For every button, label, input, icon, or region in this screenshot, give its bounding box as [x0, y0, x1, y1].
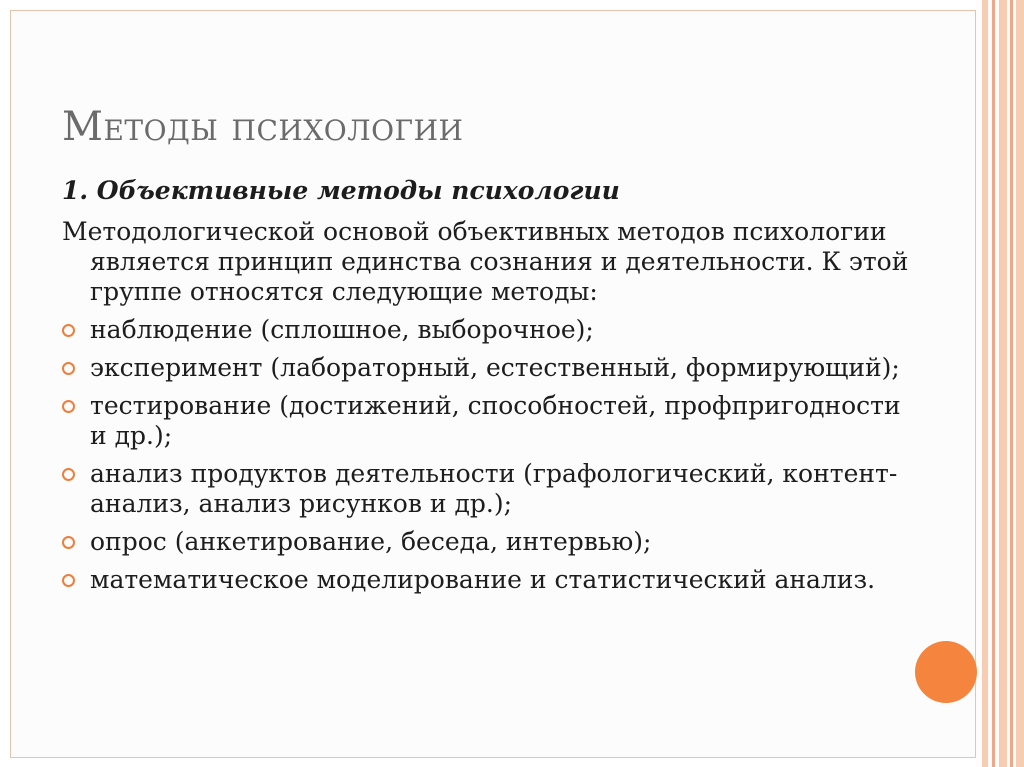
ring-bullet-icon: [62, 324, 75, 337]
list-item-text: математическое моделирование и статистический анализ.: [90, 565, 876, 594]
list-item: [62, 315, 912, 345]
list-item-text: анализ продуктов деятельности (графологический, контент-анализ, анализ рисунков и др.);: [90, 459, 898, 518]
ring-bullet-icon: [62, 400, 75, 413]
list-item-text: тестирование (достижений, способностей, профпригодности и др.);: [90, 391, 901, 450]
list-item: [62, 391, 912, 451]
ring-bullet-icon: [62, 362, 75, 375]
list-item-text: эксперимент (лабораторный, естественный, формирующий);: [90, 353, 900, 382]
section-heading: 1. Объективные методы психологии: [62, 176, 620, 205]
slide-content: [62, 176, 912, 603]
intro-paragraph: Методологической основой объективных методов психологии является принцип единства сознания и деятельности. К этой группе относятся следующие методы:: [62, 217, 909, 306]
list-item-text: опрос (анкетирование, беседа, интервью);: [90, 527, 652, 556]
list-item: [62, 459, 912, 519]
orange-circle-decoration: [915, 641, 977, 703]
decorative-stripes: [976, 0, 1024, 767]
list-item: [62, 527, 912, 557]
list-item-text: наблюдение (сплошное, выборочное);: [90, 315, 594, 344]
list-item: [62, 353, 912, 383]
slide-title: Методы психологии: [62, 104, 464, 150]
ring-bullet-icon: [62, 574, 75, 587]
methods-list: [62, 315, 912, 595]
ring-bullet-icon: [62, 468, 75, 481]
ring-bullet-icon: [62, 536, 75, 549]
list-item: [62, 565, 912, 595]
